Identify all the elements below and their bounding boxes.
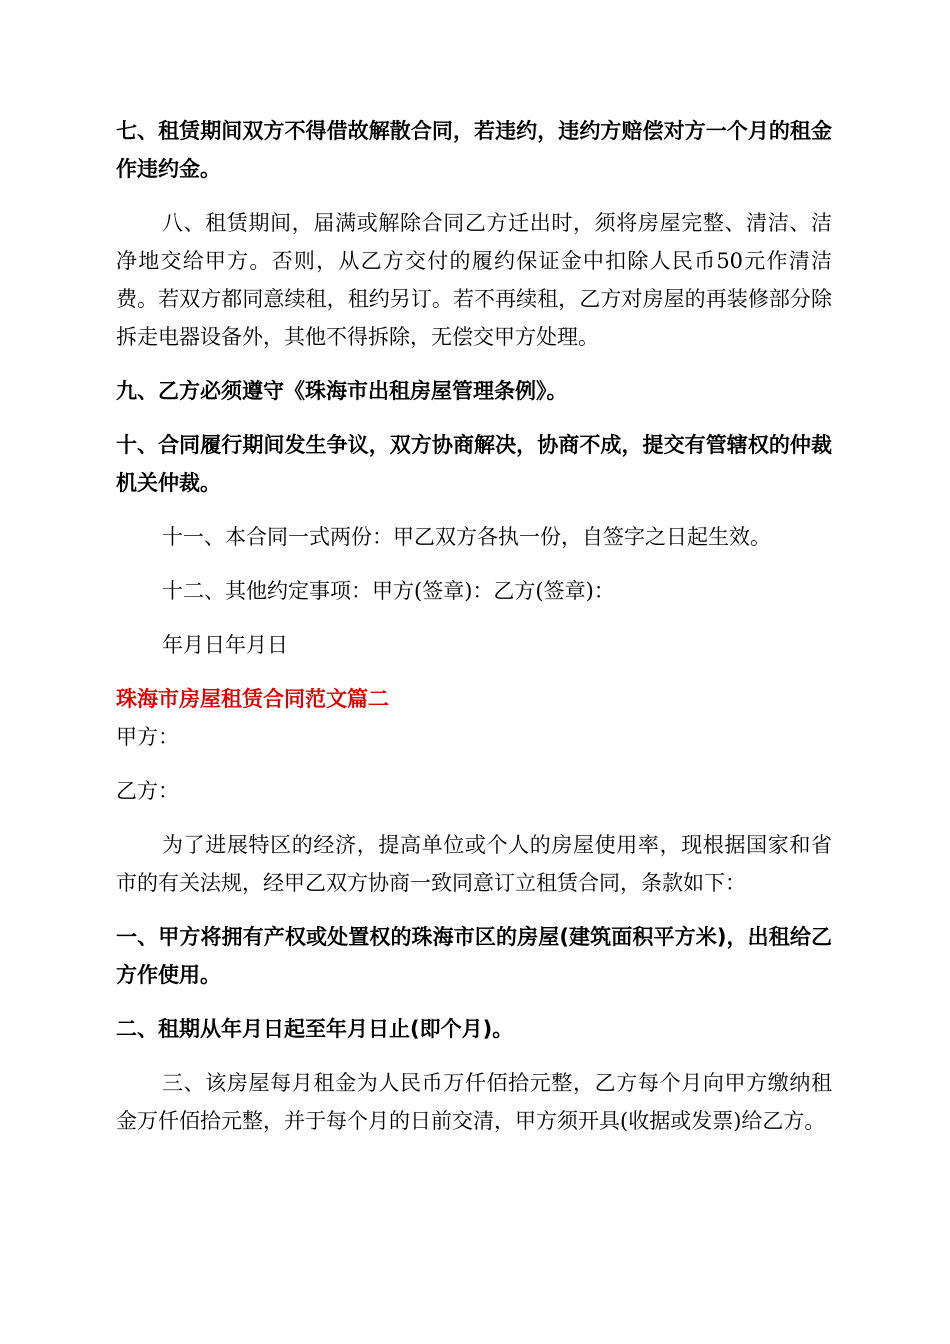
preamble: 为了进展特区的经济，提高单位或个人的房屋使用率，现根据国家和省市的有关法规，经甲乙双方协商一致同意订立租赁合同，条款如下：	[116, 833, 832, 895]
section-heading: 珠海市房屋租赁合同范文篇二	[116, 687, 389, 711]
clause-7: 七、租赁期间双方不得借故解散合同，若违约，违约方赔偿对方一个月的租金作违约金。	[116, 119, 832, 181]
party-b: 乙方：	[116, 779, 179, 803]
signature-dates: 年月日年月日	[162, 633, 288, 657]
clause-12: 十二、其他约定事项：甲方(签章)：乙方(签章)：	[162, 579, 615, 603]
clause-1: 一、甲方将拥有产权或处置权的珠海市区的房屋(建筑面积平方米)，出租给乙方作使用。	[116, 925, 832, 987]
clause-9: 九、乙方必须遵守《珠海市出租房屋管理条例》。	[116, 379, 568, 403]
document-body	[116, 112, 832, 1140]
clause-2: 二、租期从年月日起至年月日止(即个月)。	[116, 1017, 514, 1041]
party-a: 甲方：	[116, 725, 179, 749]
clause-11: 十一、本合同一式两份：甲乙双方各执一份，自签字之日起生效。	[162, 525, 771, 549]
clause-3: 三、该房屋每月租金为人民币万仟佰拾元整，乙方每个月向甲方缴纳租金万仟佰拾元整，并于每个月的日前交清，甲方须开具(收据或发票)给乙方。	[116, 1071, 832, 1133]
clause-10: 十、合同履行期间发生争议，双方协商解决，协商不成，提交有管辖权的仲裁机关仲裁。	[116, 433, 832, 495]
clause-8: 八、租赁期间，届满或解除合同乙方迁出时，须将房屋完整、清洁、洁净地交给甲方。否则，从乙方交付的履约保证金中扣除人民币50元作清洁费。若双方都同意续租，租约另订。若不再续租，乙方对房屋的再装修部分除拆走电器设备外，其他不得拆除，无偿交甲方处理。	[116, 211, 832, 349]
